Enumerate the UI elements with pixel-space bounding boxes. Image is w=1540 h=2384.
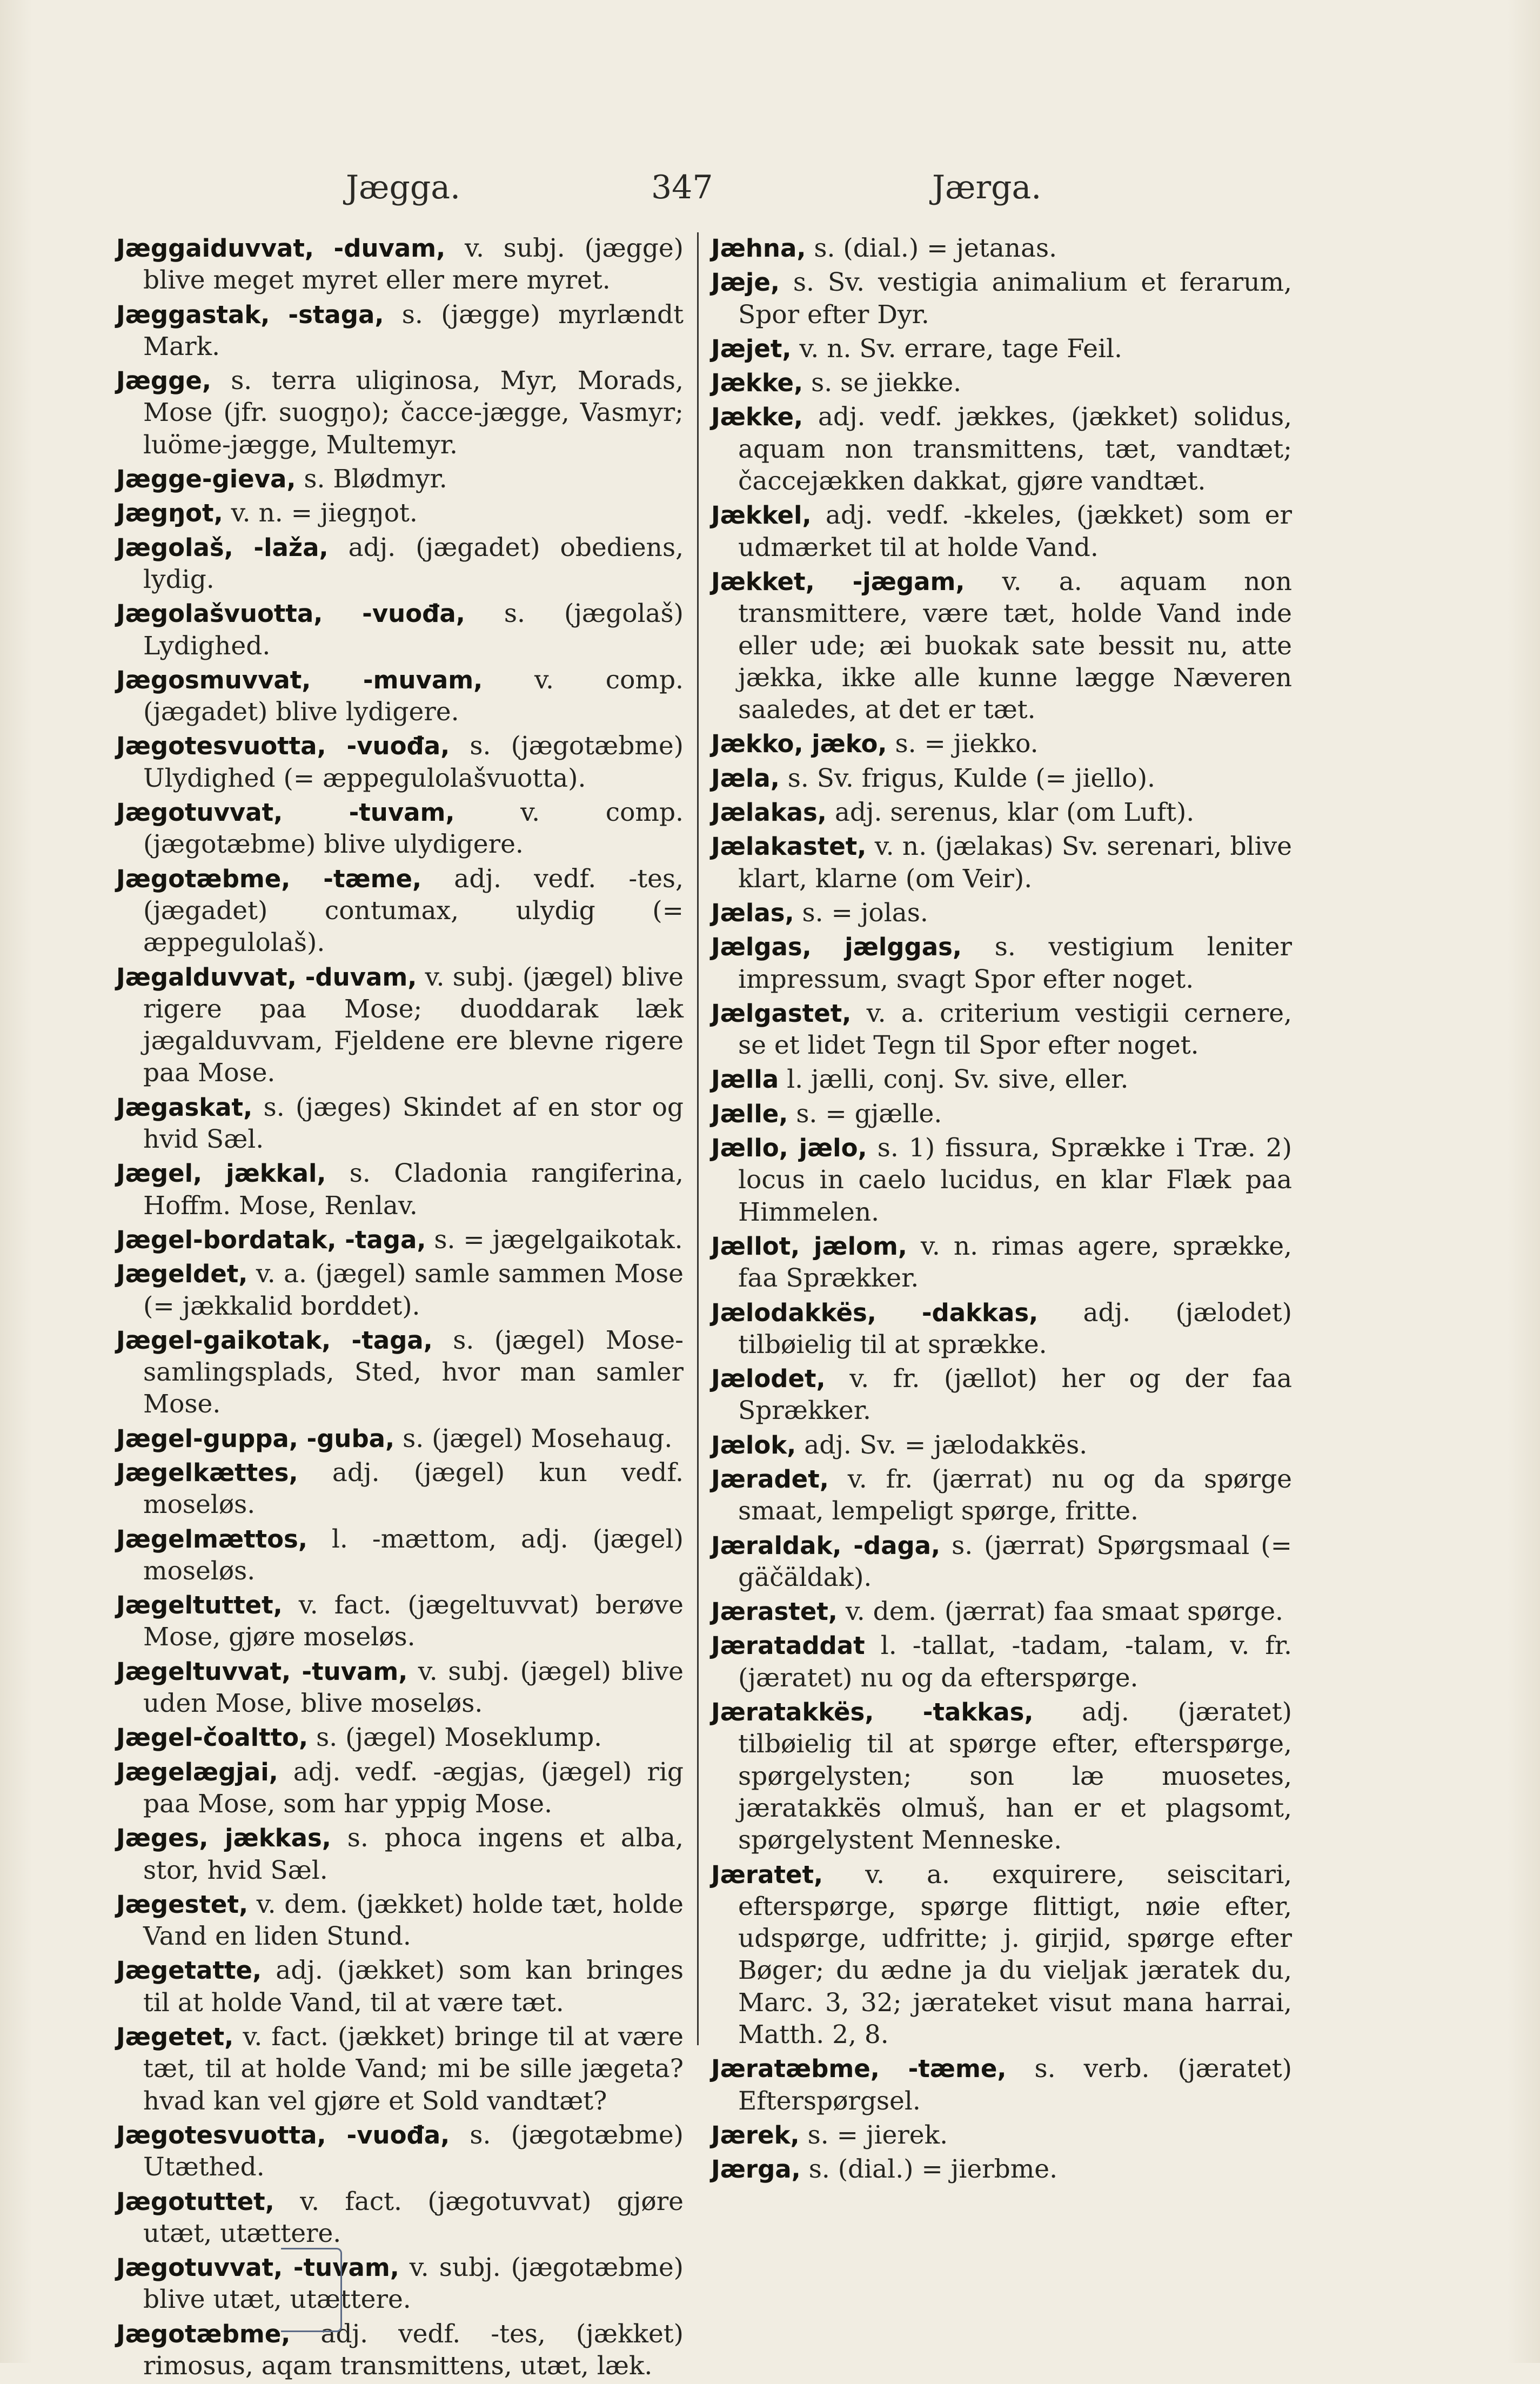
dictionary-entry [116,598,684,662]
entry-definition: v. a. aquam non transmittere, være tæt, holde Vand inde eller ude; æi buokak sate bessit nu, atte jækka, ikke alle kunne lægge Næveren saaledes, at det er tæt. [738,566,1292,725]
dictionary-entry [116,1589,684,1653]
entry-headword: Jæges, jækkas, [116,1824,331,1853]
entry-definition: s. terra uliginosa, Myr, Morads, Mose (jfr. suogŋo); čacce-jægge, Vasmyr; luöme-jægge, Multemyr. [143,366,684,460]
dictionary-entry [116,232,684,297]
entry-definition: adj. (jælodet) tilbøielig til at sprække. [738,1297,1292,1360]
entry-headword: Jægge-gieva, [116,465,296,494]
entry-definition: v. subj. (jægel) blive uden Mose, blive moseløs. [143,1656,684,1719]
dictionary-entry [116,1889,684,1953]
entry-definition: s. (jægolaš) Lydighed. [143,599,684,661]
entry-definition: v. a. criterium vestigii cernere, se et lidet Tegn til Spor efter noget. [738,998,1292,1061]
dictionary-entry [711,1429,1292,1461]
entry-headword: Jækko, jæko, [711,729,887,759]
entry-headword: Jælla [711,1065,779,1094]
entry-definition: v. subj. (jægge) blive meget myret eller mere myret. [143,233,684,296]
dictionary-entry [116,2186,684,2250]
dictionary-entry [711,1859,1292,2051]
dictionary-entry [711,796,1292,828]
entry-definition: s. (jæges) Skindet af en stor og hvid Sæl. [143,1092,684,1155]
entry-headword: Jærga, [711,2155,801,2184]
entry-headword: Jægaskat, [116,1093,253,1122]
entry-definition: s. (jægge) myrlændt Mark. [143,299,684,361]
entry-headword: Jæhna, [711,234,806,263]
entry-definition: s. = jiekko. [887,729,1039,759]
dictionary-entry [711,1132,1292,1228]
dictionary-entry [116,299,684,363]
entry-definition: l. jælli, conj. Sv. sive, eller. [779,1064,1129,1095]
dictionary-entry [711,232,1292,264]
entry-definition: v. fr. (jærrat) nu og da spørge smaat, lempeligt spørge, fritte. [738,1464,1292,1526]
entry-headword: Jæratæbme, -tæme, [711,2054,1007,2084]
dictionary-entry [711,1297,1292,1361]
entry-definition: s. Sv. vestigia animalium et ferarum, Spor efter Dyr. [738,267,1292,330]
entry-headword: Jægestet, [116,1890,249,1919]
dictionary-entry [116,2119,684,2184]
entry-headword: Jægotæbme, [116,2319,291,2348]
entry-definition: s. (dial.) = jetanas. [806,233,1057,263]
entry-definition: s. = gjælle. [788,1099,942,1129]
dictionary-entry [711,1696,1292,1856]
entry-definition: s. (jægel) Moseklump. [308,1723,602,1753]
entry-headword: Jæratet, [711,1860,823,1889]
entry-headword: Jække, [711,403,804,432]
entry-headword: Jægotuvvat, -tuvam, [116,798,455,827]
entry-definition: v. a. exquirere, seiscitari, efterspørge, spørge flittigt, nøie efter, udspørge, udfritte; j. girjid, spørge efter Bøger; du ædne ja du vieljak jæratek du, Marc. 3, 32; jærateket visut mana harrai, Matth. 2, 8. [738,1859,1292,2050]
entry-definition: adj. vedf. jækkes, (jækket) solidus, aquam non transmittens, tæt, vandtæt; čaccejækken dakkat, gjøre vandtæt. [738,402,1292,497]
entry-definition: v. fact. (jægotuvvat) gjøre utæt, utættere. [143,2186,684,2248]
entry-headword: Jælakas, [711,798,827,827]
dictionary-entry [116,497,684,529]
entry-headword: Jælodakkës, -dakkas, [711,1298,1039,1327]
left-column [116,232,684,2384]
entry-definition: adj. vedf. -tes, (jægadet) contumax, ulydig (= æppegulolaš). [143,863,684,958]
entry-definition: s. (jærrat) Spørgsmaal (= gäčäldak). [738,1530,1292,1592]
dictionary-entry [711,401,1292,497]
entry-headword: Jægel-bordatak, -taga, [116,1225,426,1254]
entry-headword: Jægel, jækkal, [116,1159,326,1188]
dictionary-entry [116,1722,684,1753]
entry-headword: Jægetet, [116,2023,234,2052]
entry-definition: adj. (jæratet) tilbøielig til at spørge efter, efterspørge, spørgelysten; son læ muosetes, jæratakkës olmuš, han er et plagsomt, spørgelystent Menneske. [738,1697,1292,1856]
entry-headword: Jæla, [711,764,780,793]
entry-headword: Jæratakkës, -takkas, [711,1698,1034,1727]
entry-headword: Jægalduvvat, -duvam, [116,962,417,992]
dictionary-entry [116,1523,684,1588]
entry-definition: s. Blødmyr. [296,464,447,494]
entry-headword: Jækket, -jægam, [711,567,965,596]
entry-definition: v. fact. (jækket) bringe til at være tæt, til at holde Vand; mi be sille jægeta? hvad kan vel gjøre et Sold vandtæt? [143,2022,684,2116]
entry-definition: adj. Sv. = jælodakkës. [796,1430,1088,1460]
entry-definition: s. Cladonia rangiferina, Hoffm. Mose, Renlav. [143,1158,684,1221]
dictionary-entry [116,2021,684,2117]
entry-definition: s. (jægotæbme) Ulydighed (= æppegulolašvuotta). [143,731,684,793]
entry-definition: s. (jægel) Mosehaug. [394,1423,673,1454]
entry-definition: adj. serenus, klar (om Luft). [826,798,1195,828]
entry-headword: Jægel-guppa, -guba, [116,1424,395,1453]
entry-headword: Jælgastet, [711,999,852,1028]
entry-definition: s. se jiekke. [803,368,962,398]
entry-headword: Jællo, jælo, [711,1134,867,1163]
entry-definition: s. (jægotæbme) Utæthed. [143,2120,684,2182]
dictionary-entry [711,333,1292,365]
dictionary-entry [711,1098,1292,1130]
entry-definition: adj. vedf. -tes, (jækket) rimosus, aqam transmittens, utæt, læk. [143,2319,684,2381]
entry-headword: Jælas, [711,898,794,927]
margin-bracket-mark [281,2248,342,2332]
column-divider [697,232,699,2045]
entry-headword: Jælok, [711,1430,796,1459]
dictionary-entry [116,730,684,794]
dictionary-entry [711,1630,1292,1694]
entry-definition: v. fr. (jællot) her og der faa Sprækker. [738,1364,1292,1426]
entry-headword: Jælle, [711,1099,788,1128]
entry-definition: s. = jolas. [794,898,928,928]
dictionary-entry [116,1157,684,1222]
dictionary-entry [711,2153,1292,2185]
entry-headword: Jægolaš, -laža, [116,533,329,562]
entry-definition: v. n. Sv. errare, tage Feil. [791,333,1122,364]
entry-headword: Jægelægjai, [116,1757,278,1786]
entry-headword: Jægosmuvvat, -muvam, [116,665,483,694]
dictionary-entry [711,831,1292,895]
dictionary-entry [116,1756,684,1820]
entry-headword: Jællot, jælom, [711,1231,907,1261]
entry-headword: Jægelmættos, [116,1524,307,1553]
entry-headword: Jægel-čoaltto, [116,1723,309,1752]
dictionary-entry [711,762,1292,794]
dictionary-entry [116,1822,684,1886]
entry-headword: Jægotuvvat, -tuvam, [116,2253,399,2282]
entry-headword: Jægelkættes, [116,1458,298,1487]
dictionary-entry [711,566,1292,726]
entry-headword: Jærek, [711,2120,800,2149]
entry-headword: Jæradet, [711,1464,829,1494]
entry-definition: v. n. rimas agere, sprække, faa Sprækker. [738,1231,1292,1294]
dictionary-entry [116,796,684,861]
entry-definition: s. = jierek. [799,2120,948,2150]
entry-definition: v. comp. (jægadet) blive lydigere. [143,665,684,727]
dictionary-entry [711,1363,1292,1427]
entry-definition: v. n. (jælakas) Sv. serenari, blive klart, klarne (om Veir). [738,832,1292,894]
entry-headword: Jærastet, [711,1597,838,1626]
entry-definition: v. comp. (jægotæbme) blive ulydigere. [143,798,684,860]
entry-headword: Jælgas, jælggas, [711,933,962,962]
entry-headword: Jægge, [116,366,211,396]
dictionary-entry [711,1063,1292,1095]
dictionary-entry [116,961,684,1089]
entry-definition: l. -tallat, -tadam, -talam, v. fr. (jæratet) nu og da efterspørge. [738,1631,1292,1693]
dictionary-entry [711,897,1292,929]
entry-headword: Jægolašvuotta, -vuođa, [116,599,465,628]
dictionary-entry [116,2318,684,2382]
page-number: 347 [651,169,713,206]
dictionary-entry [711,997,1292,1062]
dictionary-entry [711,1463,1292,1528]
entry-definition: s. vestigium leniter impressum, svagt Spor efter noget. [738,932,1292,994]
entry-headword: Jægeldet, [116,1260,248,1289]
entry-definition: s. = jægelgaikotak. [426,1224,683,1255]
dictionary-entry [116,1258,684,1322]
dictionary-entry [116,1091,684,1156]
entry-definition: l. -mættom, adj. (jægel) moseløs. [143,1524,684,1586]
entry-definition: v. fact. (jægeltuvvat) berøve Mose, gjøre moseløs. [143,1590,684,1652]
entry-definition: s. Sv. frigus, Kulde (= jiello). [779,763,1155,793]
dictionary-entry [711,266,1292,331]
entry-definition: adj. vedf. -kkeles, (jækket) som er udmærket til at holde Vand. [738,500,1292,562]
dictionary-entry [711,1596,1292,1628]
dictionary-entry [711,2053,1292,2117]
entry-headword: Jægotesvuotta, -vuođa, [116,732,450,761]
entry-headword: Jækkel, [711,501,812,530]
dictionary-entry [711,1230,1292,1295]
dictionary-entry [711,2119,1292,2151]
entry-headword: Jælodet, [711,1364,826,1394]
entry-definition: s. verb. (jæratet) Efterspørgsel. [738,2054,1292,2116]
dictionary-entry [116,664,684,728]
dictionary-entry [711,931,1292,995]
dictionary-entry [116,1457,684,1521]
entry-definition: v. a. (jægel) samle sammen Mose (= jækkalid borddet). [143,1259,684,1321]
entry-definition: s. phoca ingens et alba, stor, hvid Sæl. [143,1823,684,1885]
dictionary-entry [116,1324,684,1421]
entry-headword: Jægel-gaikotak, -taga, [116,1325,433,1355]
dictionary-entry [116,1954,684,2019]
dictionary-entry [711,1530,1292,1594]
dictionary-entry [116,1224,684,1256]
entry-headword: Jægeltuvvat, -tuvam, [116,1657,408,1686]
entry-headword: Jække, [711,369,804,398]
entry-headword: Jærataddat [711,1631,865,1660]
entry-headword: Jælakastet, [711,832,867,861]
dictionary-entry [116,863,684,959]
entry-headword: Jægŋot, [116,499,223,528]
entry-headword: Jægotuttet, [116,2187,274,2216]
dictionary-entry [711,367,1292,399]
dictionary-entry [711,499,1292,564]
entry-definition: v. dem. (jækket) holde tæt, holde Vand en liden Stund. [143,1889,684,1952]
dictionary-entry [116,2252,684,2316]
entry-definition: s. (dial.) = jierbme. [800,2154,1058,2185]
running-head-left: Jægga. [346,169,461,206]
entry-definition: adj. (jægadet) obediens, lydig. [143,532,684,594]
running-head-right: Jærga. [932,169,1042,206]
dictionary-entry [116,365,684,461]
dictionary-entry [711,728,1292,760]
entry-definition: s. 1) fissura, Sprække i Træ. 2) locus in caelo lucidus, en klar Flæk paa Himmelen. [738,1133,1292,1227]
entry-headword: Jæggaiduvvat, -duvam, [116,234,446,263]
entry-definition: adj. vedf. -ægjas, (jægel) rig paa Mose, som har yppig Mose. [143,1757,684,1819]
dictionary-entry [116,532,684,596]
right-column [711,232,1292,2188]
dictionary-entry [116,1656,684,1720]
entry-definition: v. subj. (jægel) blive rigere paa Mose; duoddarak læk jægalduvvam, Fjeldene ere blevne rigere paa Mose. [143,962,684,1088]
entry-headword: Jægeltuttet, [116,1591,283,1620]
dictionary-entry [116,463,684,495]
entry-definition: v. subj. (jægotæbme) blive utæt, utættere. [143,2253,684,2315]
entry-definition: adj. (jækket) som kan bringes til at holde Vand, til at være tæt. [143,1956,684,2018]
dictionary-entry [116,1423,684,1455]
entry-definition: adj. (jægel) kun vedf. moseløs. [143,1457,684,1520]
entry-headword: Jæje, [711,268,780,297]
entry-headword: Jægotæbme, -tæme, [116,864,422,893]
entry-headword: Jæjet, [711,334,792,363]
entry-headword: Jæraldak, -daga, [711,1531,941,1560]
entry-definition: v. dem. (jærrat) faa smaat spørge. [837,1597,1283,1627]
entry-headword: Jæggastak, -staga, [116,300,384,329]
entry-headword: Jægotesvuotta, -vuođa, [116,2120,450,2149]
entry-definition: s. (jægel) Mose-samlingsplads, Sted, hvor man samler Mose. [143,1325,684,1419]
entry-headword: Jægetatte, [116,1956,262,1985]
entry-definition: v. n. = jiegŋot. [223,498,418,528]
